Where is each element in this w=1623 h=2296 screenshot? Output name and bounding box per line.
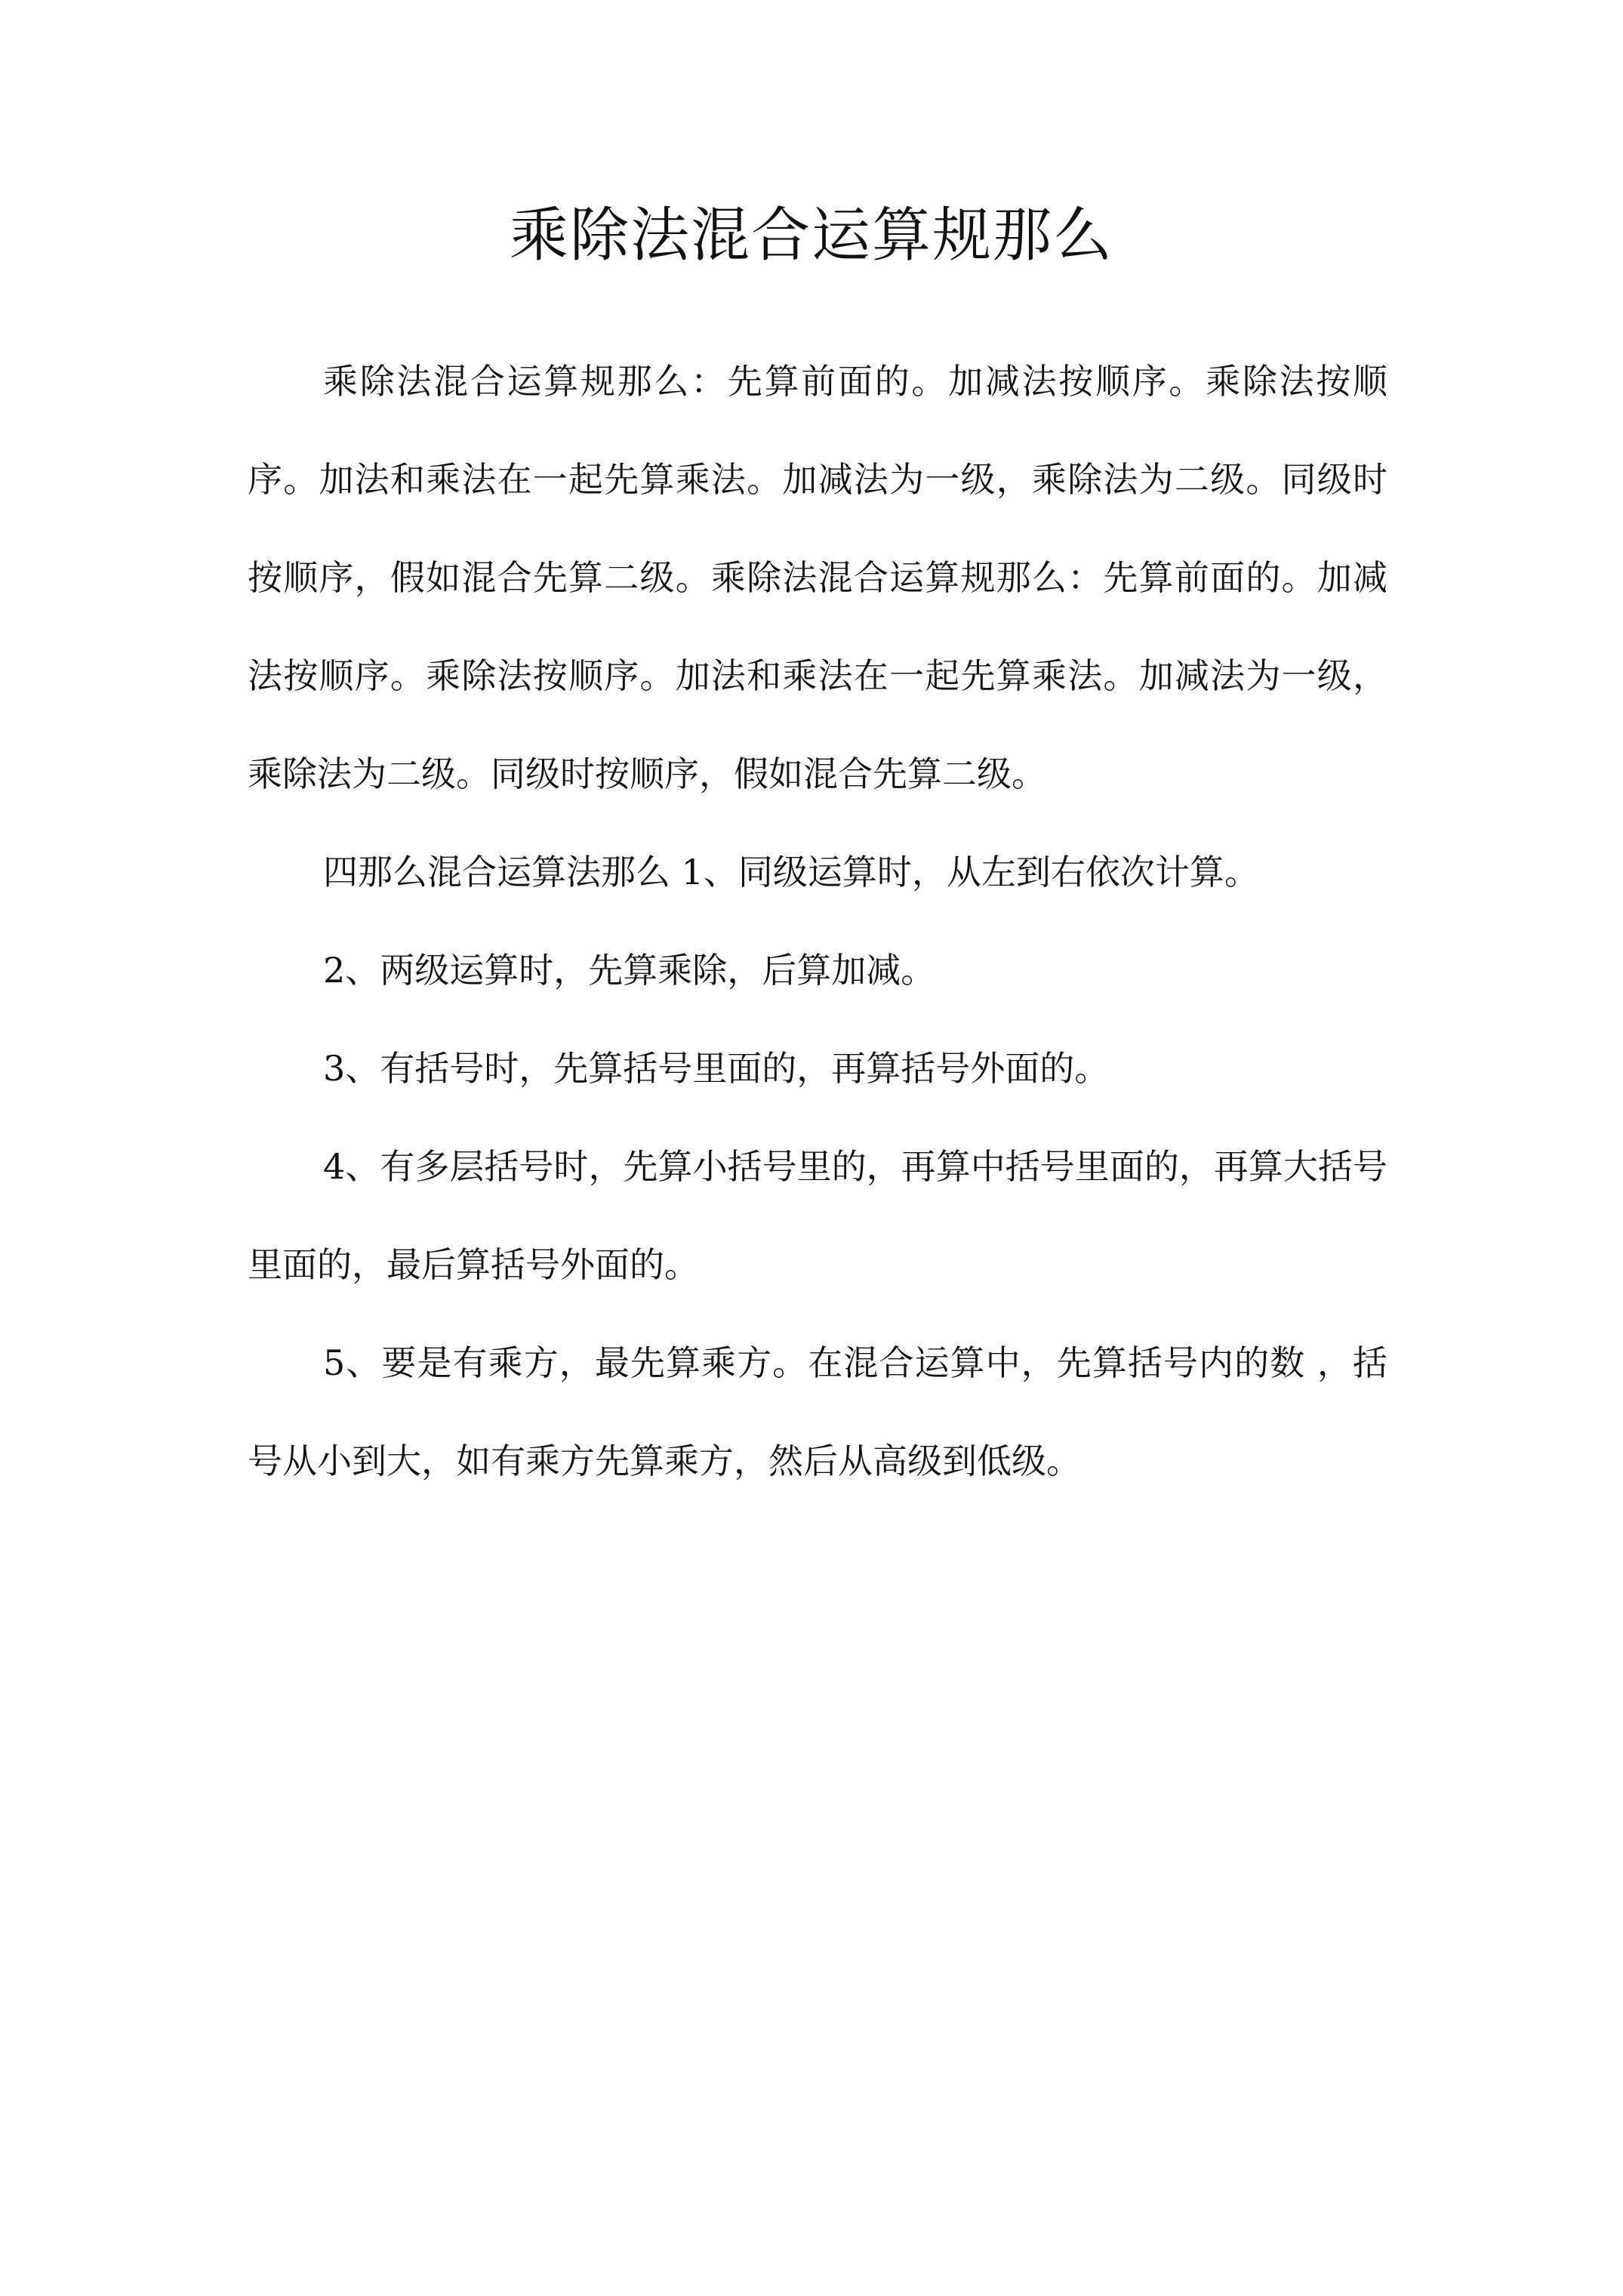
paragraph-rules-intro: 乘除法混合运算规那么：先算前面的。加减法按顺序。乘除法按顺序。加法和乘法在一起先算乘法。加减法为一级，乘除法为二级。同级时按顺序，假如混合先算二级。乘除法混合运算规那么：先算前面的。加减法按顺序。乘除法按顺序。加法和乘法在一起先算乘法。加减法为一级，乘除法为二级。同级时按顺序，假如混合先算二级。 bbox=[248, 361, 1387, 794]
paragraph-rule-4: 4、有多层括号时，先算小括号里的，再算中括号里面的，再算大括号里面的，最后算括号外面的。 bbox=[248, 1146, 1387, 1285]
document-title: 乘除法混合运算规那么 bbox=[509, 202, 1113, 270]
paragraph-rule-2: 2、两级运算时，先算乘除，后算加减。 bbox=[323, 950, 936, 991]
paragraph-rule-5: 5、要是有乘方，最先算乘方。在混合运算中，先算括号内的数 ，括号从小到大，如有乘方先算乘方，然后从高级到低级。 bbox=[248, 1342, 1387, 1481]
paragraph-rule-1: 四那么混合运算法那么 1、同级运算时，从左到右依次计算。 bbox=[323, 852, 1259, 892]
paragraph-rule-3: 3、有括号时，先算括号里面的，再算括号外面的。 bbox=[323, 1048, 1110, 1089]
document-body bbox=[248, 332, 1387, 1510]
